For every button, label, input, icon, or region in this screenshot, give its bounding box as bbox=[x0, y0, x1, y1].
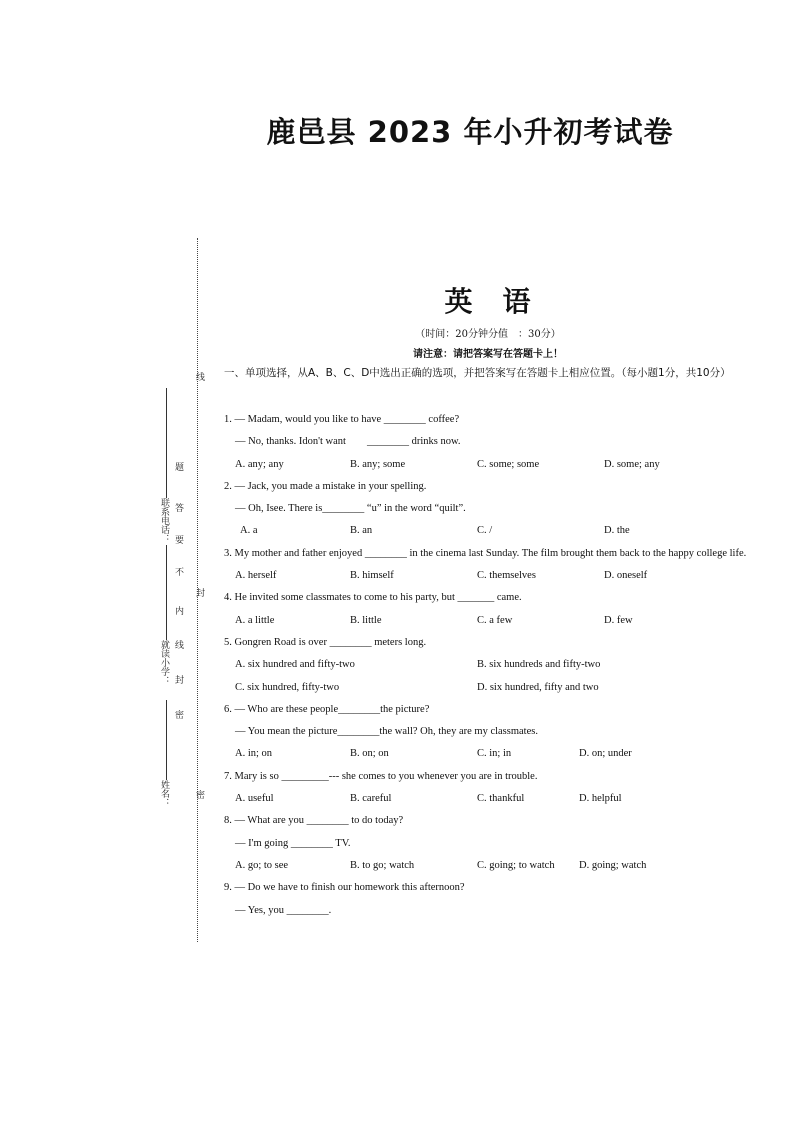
option-d: D. the bbox=[604, 525, 630, 537]
question-stem: 5. Gongren Road is over ________ meters long. bbox=[224, 636, 427, 648]
option-a: A. a little bbox=[235, 614, 275, 626]
option-d: D. some; any bbox=[604, 458, 660, 470]
option-d: D. going; watch bbox=[579, 859, 647, 871]
question-list bbox=[224, 409, 754, 922]
option-a: A. six hundred and fifty-two bbox=[235, 659, 355, 671]
seal-word: 封 bbox=[173, 675, 183, 684]
options-row bbox=[224, 454, 754, 476]
exam-meta: （时间：20分钟分值 ：30分） bbox=[415, 329, 561, 340]
school-field-label: 就读小学： bbox=[159, 640, 169, 685]
seal-word: 题 bbox=[173, 462, 183, 471]
question-stem: 6. — Who are these people________the picture? bbox=[224, 703, 430, 715]
school-blank-line bbox=[166, 545, 167, 640]
seal-word: 密 bbox=[173, 710, 183, 719]
exam-title: 鹿邑县 2023 年小升初考试卷 bbox=[266, 115, 674, 149]
name-blank-line bbox=[166, 700, 167, 780]
question-stem-reply: — No, thanks. Idon't want ________ drinks now. bbox=[235, 436, 461, 448]
option-d: D. helpful bbox=[579, 793, 622, 805]
options-row bbox=[224, 654, 754, 676]
question-stem: 7. Mary is so _________--- she comes to you whenever you are in trouble. bbox=[224, 770, 538, 782]
option-c: C. / bbox=[477, 525, 493, 537]
option-b: B. himself bbox=[350, 570, 394, 582]
option-b: B. any; some bbox=[350, 458, 406, 470]
option-c: C. six hundred, fifty-two bbox=[235, 681, 340, 693]
options-row bbox=[224, 743, 754, 765]
subject-title: 英 语 bbox=[444, 285, 532, 318]
question-stem: 2. — Jack, you made a mistake in your spelling. bbox=[224, 480, 427, 492]
option-a: A. useful bbox=[235, 793, 274, 805]
seal-word: 内 bbox=[173, 606, 183, 615]
question-stem-reply: — You mean the picture________the wall? Oh, they are my classmates. bbox=[235, 726, 538, 738]
seal-word: 要 bbox=[173, 535, 183, 544]
name-field-label: 姓名： bbox=[159, 780, 169, 807]
option-b: B. on; on bbox=[350, 748, 389, 760]
question-stem: 3. My mother and father enjoyed ________ in the cinema last Sunday. The film brought them back to the happy college life. bbox=[224, 547, 747, 559]
seal-word: 封 bbox=[194, 588, 204, 597]
option-a: A. any; any bbox=[235, 458, 284, 470]
options-row bbox=[224, 855, 754, 877]
question-stem: 1. — Madam, would you like to have ________ coffee? bbox=[224, 414, 460, 425]
phone-field-label: 联系电话： bbox=[159, 498, 169, 543]
option-b: B. an bbox=[350, 525, 373, 537]
options-row bbox=[224, 520, 754, 542]
option-d: D. on; under bbox=[579, 748, 632, 760]
question-stem: 4. He invited some classmates to come to his party, but _______ came. bbox=[224, 592, 522, 604]
answer-notice: 请注意：请把答案写在答题卡上！ bbox=[413, 349, 563, 360]
option-c: C. a few bbox=[477, 614, 513, 626]
seal-word: 密 bbox=[194, 790, 204, 799]
option-d: D. few bbox=[604, 614, 633, 626]
option-a: A. herself bbox=[235, 570, 277, 582]
option-d: D. oneself bbox=[604, 570, 648, 582]
options-row bbox=[224, 610, 754, 632]
seal-word: 答 bbox=[173, 503, 183, 512]
option-c: C. thankful bbox=[477, 793, 525, 805]
option-a: A. go; to see bbox=[235, 859, 289, 871]
question-stem: 8. — What are you ________ to do today? bbox=[224, 815, 404, 827]
option-a: A. in; on bbox=[235, 748, 273, 760]
options-row bbox=[224, 565, 754, 587]
phone-blank-line bbox=[166, 388, 167, 498]
seal-word: 线 bbox=[194, 372, 204, 381]
option-c: C. themselves bbox=[477, 570, 536, 582]
options-row bbox=[224, 788, 754, 810]
question-stem: 9. — Do we have to finish our homework this afternoon? bbox=[224, 882, 465, 894]
options-row bbox=[224, 677, 754, 699]
option-d: D. six hundred, fifty and two bbox=[477, 681, 599, 693]
question-stem-reply: — Yes, you ________. bbox=[235, 904, 332, 916]
option-b: B. little bbox=[350, 614, 382, 626]
option-c: C. in; in bbox=[477, 748, 512, 760]
option-b: B. to go; watch bbox=[350, 859, 415, 871]
question-stem-reply: — Oh, Isee. There is________ “u” in the word “quilt”. bbox=[235, 503, 466, 515]
seal-word: 线 bbox=[173, 640, 183, 649]
option-b: B. careful bbox=[350, 793, 392, 805]
seal-word: 不 bbox=[173, 567, 183, 576]
question-stem-reply: — I'm going ________ TV. bbox=[235, 837, 351, 849]
option-c: C. going; to watch bbox=[477, 859, 555, 871]
section-1-instructions: 一、单项选择，从A、B、C、D中选出正确的选项，并把答案写在答题卡上相应位置。（每小题1分，共10分） bbox=[224, 367, 731, 379]
option-c: C. some; some bbox=[477, 458, 540, 470]
option-a: A. a bbox=[240, 525, 258, 537]
option-b: B. six hundreds and fifty-two bbox=[477, 659, 601, 671]
